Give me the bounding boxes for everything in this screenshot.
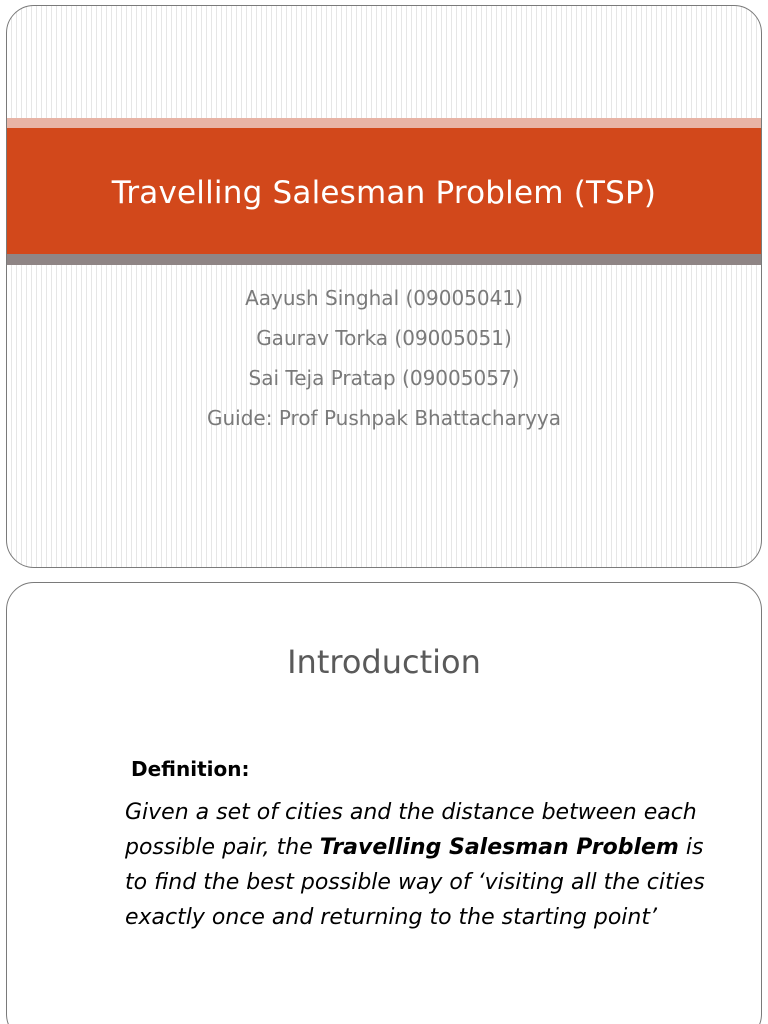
author-list	[7, 278, 761, 438]
author-line: Sai Teja Pratap (09005057)	[248, 366, 520, 390]
guide-line: Guide: Prof Pushpak Bhattacharyya	[207, 406, 561, 430]
title-bottom-stripe	[7, 254, 761, 265]
title-slide	[6, 5, 762, 568]
author-line: Gaurav Torka (09005051)	[256, 326, 512, 350]
definition-text-part: Given a set of cities and the distance between each possible pair, the	[125, 800, 697, 860]
slide-title: Travelling Salesman Problem (TSP)	[111, 175, 657, 211]
introduction-heading: Introduction	[287, 643, 481, 681]
definition-text-part: is to find the best possible way of ‘visiting all the cities exactly once and returning to the starting point’	[125, 835, 705, 930]
definition-term: Travelling Salesman Problem	[319, 835, 679, 860]
title-top-stripe	[7, 118, 761, 128]
definition-paragraph	[125, 795, 715, 935]
introduction-slide	[6, 582, 762, 1024]
definition-label: Definition:	[131, 757, 250, 781]
title-band	[7, 128, 761, 254]
author-line: Aayush Singhal (09005041)	[245, 286, 523, 310]
